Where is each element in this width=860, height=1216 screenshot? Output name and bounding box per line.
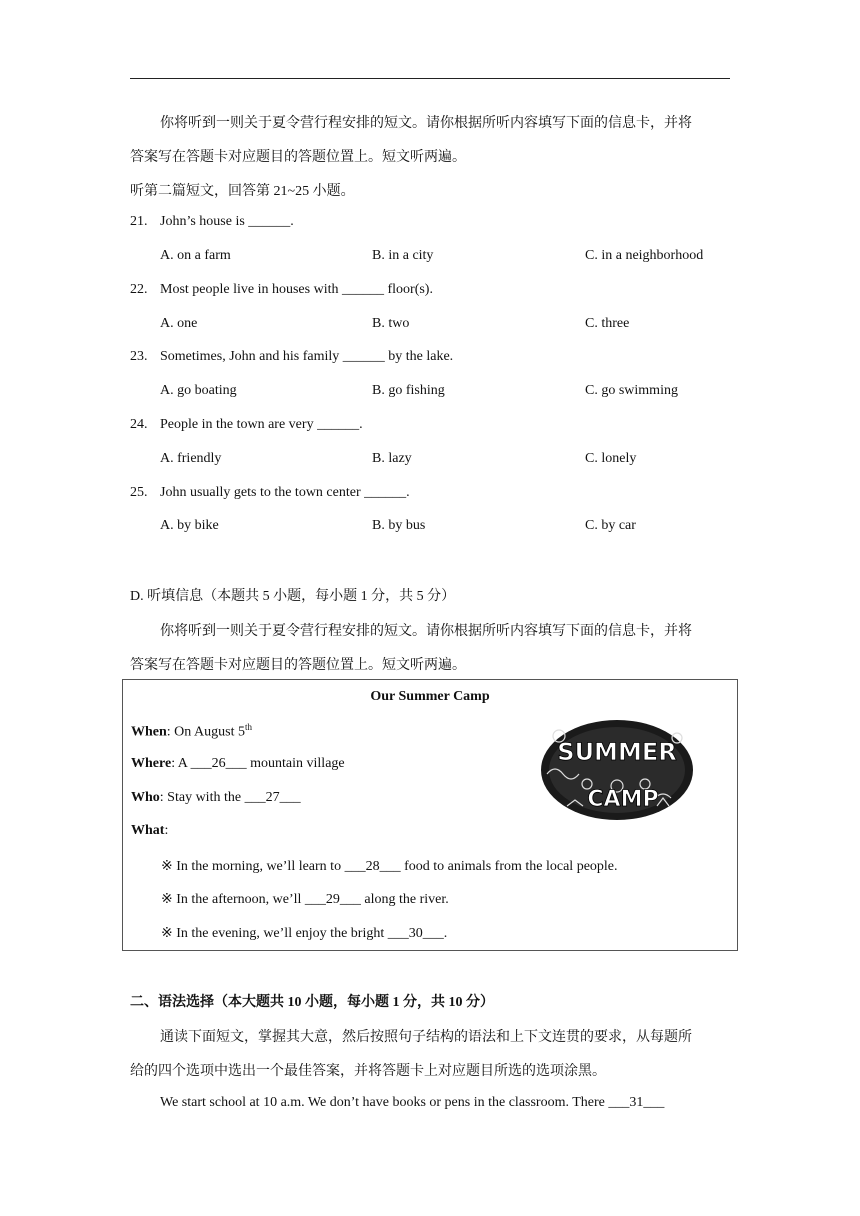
summer-camp-illustration: [537, 714, 697, 824]
where-label: Where: [131, 756, 172, 771]
option-c: C. three: [585, 316, 630, 331]
who-text: : Stay with the ___27___: [159, 790, 301, 805]
option-b: B. go fishing: [372, 383, 445, 398]
card-where: [131, 756, 345, 772]
where-text: : A ___26___ mountain village: [171, 756, 345, 771]
option-a: A. friendly: [160, 451, 222, 466]
what-text: :: [164, 823, 169, 838]
section-d-line-1: 你将听到一则关于夏令营行程安排的短文。请你根据所听内容填写下面的信息卡，并将: [160, 624, 692, 639]
option-b: B. lazy: [372, 451, 412, 466]
card-what: [131, 823, 168, 839]
question-22: [130, 282, 433, 298]
section-d-line-2: 答案写在答题卡对应题目的答题位置上。短文听两遍。: [130, 658, 466, 673]
question-stem: People in the town are very ______.: [160, 417, 363, 432]
option-c: C. in a neighborhood: [585, 248, 704, 263]
option-c: C. go swimming: [585, 383, 678, 398]
question-number: 23.: [130, 349, 148, 364]
intro-line-2: 答案写在答题卡对应题目的答题位置上。短文听两遍。: [130, 150, 466, 165]
option-c: C. lonely: [585, 451, 637, 466]
question-23: [130, 349, 453, 365]
card-when: [131, 722, 252, 741]
intro-line-1: 你将听到一则关于夏令营行程安排的短文。请你根据所听内容填写下面的信息卡，并将: [160, 116, 692, 131]
question-stem: John usually gets to the town center ______.: [160, 485, 410, 500]
section-2-passage-line: We start school at 10 a.m. We don’t have books or pens in the classroom. There ___31___: [160, 1095, 665, 1110]
question-number: 21.: [130, 214, 148, 229]
option-b: B. by bus: [372, 518, 426, 533]
card-title: Our Summer Camp: [370, 689, 490, 704]
question-stem: John’s house is ______.: [160, 214, 294, 229]
option-b: B. in a city: [372, 248, 434, 263]
section-d-heading: D. 听填信息（本题共 5 小题，每小题 1 分，共 5 分）: [130, 589, 456, 604]
when-sup: th: [244, 722, 252, 732]
header-rule: [130, 78, 730, 79]
question-25: [130, 485, 410, 501]
summer-camp-card: [122, 679, 738, 951]
question-number: 25.: [130, 485, 148, 500]
when-text: : On August 5: [166, 724, 245, 740]
question-21: [130, 214, 294, 230]
card-bullet-afternoon: ※ In the afternoon, we’ll ___29___ along the river.: [161, 892, 449, 907]
question-24: [130, 417, 363, 433]
option-a: A. on a farm: [160, 248, 231, 263]
intro-line-3: 听第二篇短文，回答第 21~25 小题。: [130, 184, 355, 199]
section-2-line-2: 给的四个选项中选出一个最佳答案，并将答题卡上对应题目所选的选项涂黑。: [130, 1064, 606, 1079]
option-a: A. by bike: [160, 518, 219, 533]
option-a: A. go boating: [160, 383, 237, 398]
who-label: Who: [131, 790, 160, 805]
question-stem: Sometimes, John and his family ______ by the lake.: [160, 349, 454, 364]
option-b: B. two: [372, 316, 410, 331]
section-2-heading: 二、语法选择（本大题共 10 小题，每小题 1 分，共 10 分）: [130, 995, 494, 1010]
card-bullet-evening: ※ In the evening, we’ll enjoy the bright ___30___.: [161, 926, 448, 941]
camp-logo-text: CAMP: [587, 787, 659, 812]
question-number: 24.: [130, 417, 148, 432]
option-a: A. one: [160, 316, 198, 331]
what-label: What: [131, 823, 165, 838]
summer-logo-text: SUMMER: [557, 738, 677, 766]
question-stem: Most people live in houses with ______ floor(s).: [160, 282, 433, 297]
option-c: C. by car: [585, 518, 636, 533]
card-bullet-morning: ※ In the morning, we’ll learn to ___28___ food to animals from the local people.: [161, 859, 618, 874]
when-label: When: [131, 724, 167, 740]
section-2-line-1: 通读下面短文，掌握其大意，然后按照句子结构的语法和上下文连贯的要求，从每题所: [160, 1030, 692, 1045]
card-who: [131, 790, 301, 806]
question-number: 22.: [130, 282, 148, 297]
